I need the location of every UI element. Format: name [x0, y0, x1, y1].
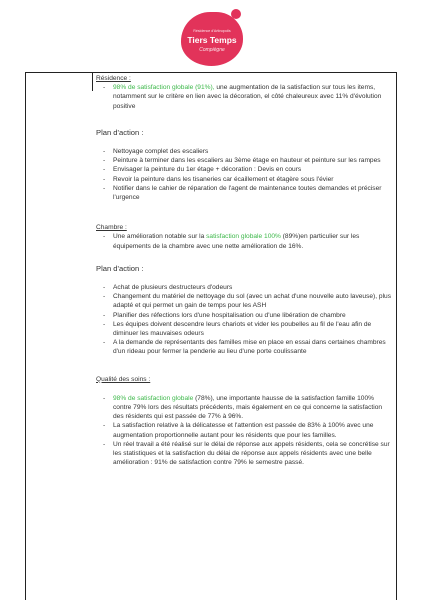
qualite-section [96, 375, 392, 468]
list-item [96, 232, 392, 250]
plan-action-title: Plan d'action : [96, 127, 144, 137]
chambre-text-after: (89%)en particulier sur les équipements de la chambre avec une nette amélioration de 16%. [113, 233, 360, 250]
list-item: - Notifier dans le cahier de réparation de l'agent de maintenance toutes demandes et préciser l'urgence [96, 184, 392, 202]
residence-section [96, 74, 392, 111]
qualite-text: (78%), une importante hausse de la satisfaction famille 100% contre 79% lors des résultats précédents, mais également en ce qui concerne la satisfaction des résidents qui est passée de 77% à 96%. [113, 394, 383, 421]
list-item [96, 83, 392, 111]
plan-action-list [96, 283, 392, 357]
list-item: - Achat de plusieurs destructeurs d'odeurs [96, 283, 392, 292]
plan-action-title: Plan d'action : [96, 263, 144, 273]
chambre-title: Chambre : [96, 224, 127, 232]
list-item: - Un réel travail a été réalisé sur le délai de réponse aux appels résidents, cela se concrétise sur les statistiques et la satisfaction du délai de réponse aux appels résidents avec une belle amélioration : 91% de satisfaction contre 79% le semestre passé. [96, 440, 392, 468]
list-item: - Changement du matériel de nettoyage du sol (avec un achat d'une nouvelle auto laveuse), plus adapté et qui permet un gain de temps pour les ASH [96, 292, 392, 310]
list-item: - Planifier des réfections lors d'une hospitalisation ou d'une libération de chambre [96, 311, 392, 320]
logo-name: Tiers Temps [187, 35, 237, 45]
plan-action-1 [96, 128, 392, 202]
logo-tagline: Résidence d'Artinopolis [193, 29, 231, 33]
list-item: - A la demande de représentants des familles mise en place en essai dans certaines chambres d'un rideau pour fermer la penderie au lieu d'une porte coulissante [96, 338, 392, 356]
qualite-title: Qualité des soins : [96, 375, 151, 383]
list-item: - Les équipes doivent descendre leurs chariots et vider les poubelles au fil de l'eau afin de diminuer les mauvaises odeurs [96, 320, 392, 338]
chambre-section [96, 223, 392, 251]
list-item: - La satisfaction relative à la délicatesse et l'attention est passée de 83% à 100% avec une augmentation proportionnelle autant pour les résidents que pour les familles. [96, 421, 392, 439]
plan-action-list [96, 147, 392, 202]
frame-right-border [396, 72, 397, 600]
residence-title: Résidence : [96, 75, 131, 82]
list-item [96, 394, 392, 422]
residence-text: une augmentation de la satisfaction sur tous les items, notamment sur le critère en lien avec la décoration, el côté chaleureux avec 11% d'évolution positive [113, 84, 382, 110]
list-item: - Envisager la peinture du 1er étage + décoration : Devis en cours [96, 165, 392, 174]
plan-action-2 [96, 264, 392, 357]
tiers-temps-logo [181, 12, 243, 66]
frame-column-divider [92, 72, 93, 91]
list-item: - Revoir la peinture dans les tisaneries car écaillement et étagère sous l'évier [96, 175, 392, 184]
chambre-highlight: satisfaction globale 100% [206, 233, 281, 241]
chambre-text-before: Une amélioration notable sur la [113, 233, 207, 241]
logo-city: Compiègne [199, 47, 225, 53]
report-content [96, 72, 392, 468]
qualite-list [96, 394, 392, 468]
frame-left-border [25, 72, 26, 600]
residence-list [96, 83, 392, 111]
list-item: - Nettoyage complet des escaliers [96, 147, 392, 156]
qualite-highlight: 98% de satisfaction globale [113, 394, 194, 402]
chambre-list [96, 232, 392, 250]
list-item: - Peinture à terminer dans les escaliers au 3ème étage en hauteur et peinture sur les rampes [96, 156, 392, 165]
residence-highlight: 98% de satisfaction globale (91%), [113, 84, 215, 92]
